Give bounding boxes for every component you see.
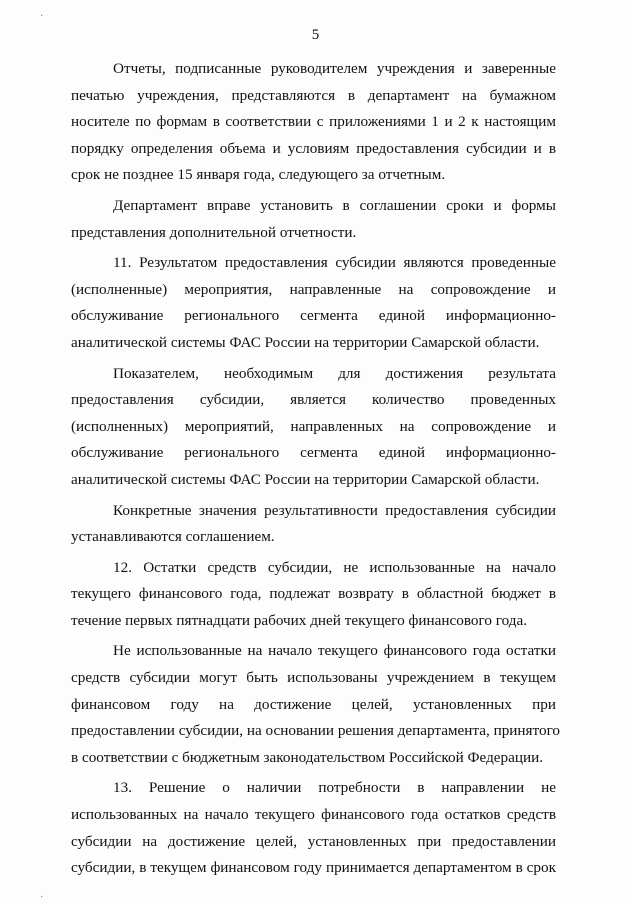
paragraph-line: Конкретные значения результативности предоставления субсидии <box>113 501 556 519</box>
paragraph <box>71 193 556 246</box>
page-number: 5 <box>311 27 320 43</box>
paragraph-line: срок не позднее 15 января года, следующего за отчетным. <box>71 166 446 184</box>
paragraph-line: Департамент вправе установить в соглашении сроки и формы <box>113 196 556 214</box>
paragraph-line: (исполненных) мероприятий, направленных на сопровождение и <box>71 417 556 435</box>
paragraph-line: использованных на начало текущего финансового года остатков средств <box>71 806 556 824</box>
paragraph-line: 11. Результатом предоставления субсидии являются проведенные <box>113 254 556 272</box>
paragraph-line: Показателем, необходимым для достижения результата <box>113 364 556 382</box>
paragraph <box>71 638 561 771</box>
paragraph <box>71 250 556 356</box>
document-body <box>71 56 561 882</box>
paragraph-line: течение первых пятнадцати рабочих дней текущего финансового года. <box>71 611 528 629</box>
paragraph-line: печатью учреждения, представляются в департамент на бумажном <box>71 86 556 104</box>
paragraph-line: текущего финансового года, подлежат возврату в областной бюджет в <box>71 585 556 603</box>
paragraph-line: порядку определения объема и условиям предоставления субсидии и в <box>71 139 556 157</box>
scan-mark: · <box>40 892 44 903</box>
paragraph-line: Отчеты, подписанные руководителем учреждения и заверенные <box>113 60 556 77</box>
paragraph-line: субсидии, в текущем финансовом году принимается департаментом в срок <box>71 859 556 877</box>
paragraph <box>71 361 556 494</box>
paragraph-line: (исполненные) мероприятия, направленные на сопровождение и <box>71 280 556 298</box>
paragraph-line: предоставлении субсидии, на основании решения департамента, принятого <box>71 722 561 740</box>
paragraph-line: обслуживание регионального сегмента единой информационно- <box>71 444 556 462</box>
paragraph-line: в соответствии с бюджетным законодательством Российской Федерации. <box>71 748 544 766</box>
paragraph <box>71 56 556 189</box>
paragraph <box>71 775 556 881</box>
paragraph-line: устанавливаются соглашением. <box>71 528 275 546</box>
paragraph-line: представления дополнительной отчетности. <box>71 223 357 241</box>
paragraph-line: Не использованные на начало текущего финансового года остатки <box>113 642 556 660</box>
scan-mark: · <box>40 11 44 22</box>
paragraph-line: финансовом году на достижение целей, установленных при <box>71 695 556 713</box>
paragraph-line: аналитической системы ФАС России на территории Самарской области. <box>71 333 540 351</box>
paragraph <box>71 498 556 551</box>
paragraph <box>71 555 556 635</box>
paragraph-line: средств субсидии могут быть использованы учреждением в текущем <box>71 669 556 687</box>
paragraph-line: обслуживание регионального сегмента единой информационно- <box>71 307 556 325</box>
paragraph-line: аналитической системы ФАС России на территории Самарской области. <box>71 470 540 488</box>
paragraph-line: 13. Решение о наличии потребности в направлении не <box>113 779 556 797</box>
paragraph-line: предоставления субсидии, является количество проведенных <box>71 391 556 409</box>
paragraph-line: носителе по формам в соответствии с приложениями 1 и 2 к настоящим <box>71 113 556 131</box>
paragraph-line: субсидии на достижение целей, установленных при предоставлении <box>71 832 556 850</box>
paragraph-line: 12. Остатки средств субсидии, не использованные на начало <box>113 558 556 576</box>
